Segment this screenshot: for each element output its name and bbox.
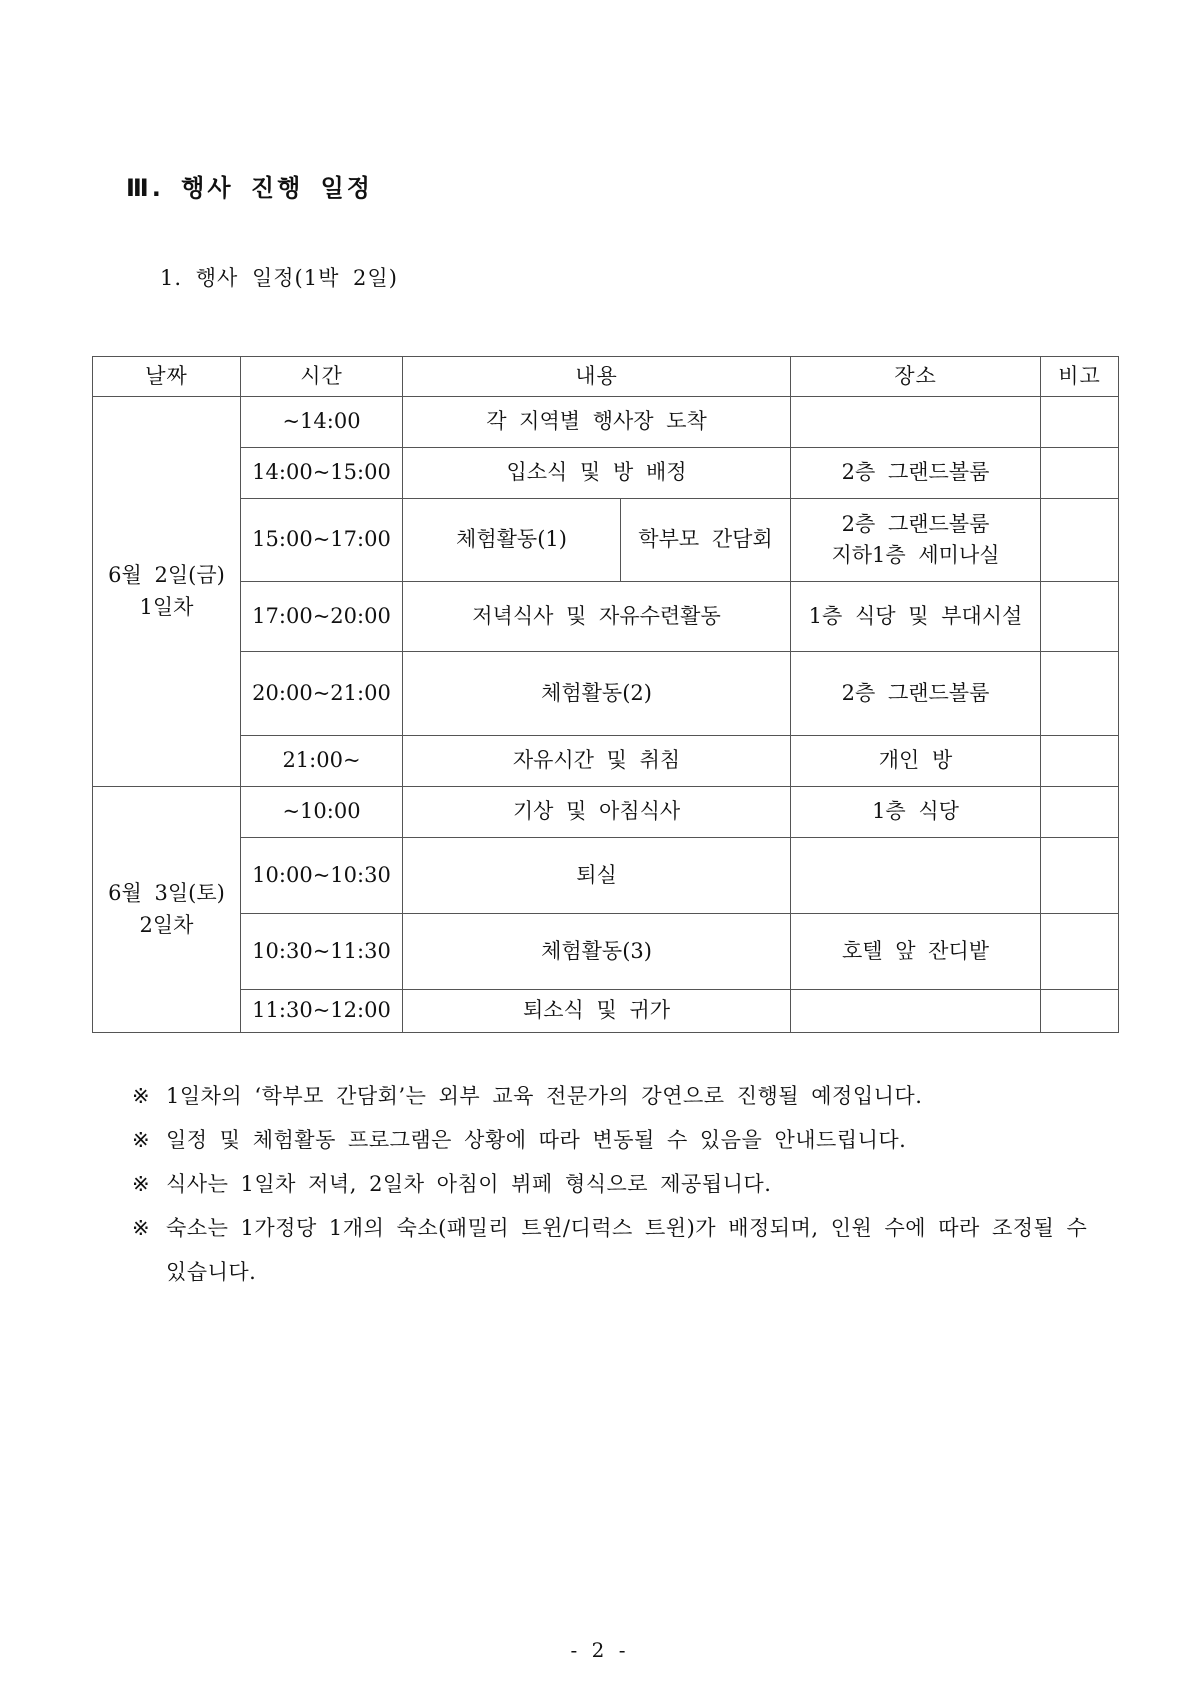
place-cell: 1층 식당	[791, 787, 1041, 838]
day2-label: 2일차	[139, 912, 194, 937]
table-row	[93, 990, 1119, 1033]
time-cell: 10:00~10:30	[241, 838, 403, 914]
content-cell: 퇴소식 및 귀가	[403, 990, 791, 1033]
day1-date-cell	[93, 397, 241, 787]
header-time: 시간	[241, 357, 403, 397]
table-row	[93, 914, 1119, 990]
time-cell: ~14:00	[241, 397, 403, 448]
place-cell: 2층 그랜드볼룸	[791, 652, 1041, 736]
place-cell	[791, 397, 1041, 448]
note-cell	[1041, 582, 1119, 652]
note-item	[132, 1118, 1120, 1162]
content-cell-activity: 체험활동(1)	[403, 499, 621, 582]
schedule-table	[92, 356, 1119, 1033]
content-cell: 각 지역별 행사장 도착	[403, 397, 791, 448]
schedule-subtitle: 1. 행사 일정(1박 2일)	[160, 266, 398, 290]
time-cell: 10:30~11:30	[241, 914, 403, 990]
day2-date: 6월 3일(토)	[108, 881, 225, 905]
note-cell	[1041, 914, 1119, 990]
note-item	[132, 1162, 1120, 1206]
note-item	[132, 1206, 1120, 1294]
note-text: 숙소는 1가정당 1개의 숙소(패밀리 트윈/디럭스 트윈)가 배정되며, 인원 수에 따라 조정될 수 있습니다.	[166, 1216, 1088, 1284]
day1-label: 1일차	[139, 594, 194, 619]
note-cell	[1041, 499, 1119, 582]
note-cell	[1041, 787, 1119, 838]
header-date: 날짜	[93, 357, 241, 397]
note-text: 일정 및 체험활동 프로그램은 상황에 따라 변동될 수 있음을 안내드립니다.	[166, 1128, 907, 1152]
note-cell	[1041, 397, 1119, 448]
time-cell: 20:00~21:00	[241, 652, 403, 736]
place-cell	[791, 990, 1041, 1033]
note-cell	[1041, 448, 1119, 499]
header-content: 내용	[403, 357, 791, 397]
place-line: 2층 그랜드볼룸	[841, 511, 990, 536]
place-cell: 1층 식당 및 부대시설	[791, 582, 1041, 652]
table-row	[93, 652, 1119, 736]
table-row	[93, 838, 1119, 914]
time-cell: 11:30~12:00	[241, 990, 403, 1033]
reference-mark-icon: ※	[132, 1172, 151, 1196]
reference-mark-icon: ※	[132, 1128, 151, 1152]
table-row	[93, 448, 1119, 499]
place-cell	[791, 838, 1041, 914]
reference-mark-icon: ※	[132, 1216, 151, 1240]
note-text: 식사는 1일차 저녁, 2일차 아침이 뷔페 형식으로 제공됩니다.	[166, 1172, 772, 1196]
time-cell: 15:00~17:00	[241, 499, 403, 582]
notes-list	[132, 1074, 1120, 1294]
place-cell	[791, 499, 1041, 582]
time-cell: 17:00~20:00	[241, 582, 403, 652]
place-cell: 호텔 앞 잔디밭	[791, 914, 1041, 990]
header-place: 장소	[791, 357, 1041, 397]
table-row	[93, 582, 1119, 652]
table-row	[93, 397, 1119, 448]
note-cell	[1041, 990, 1119, 1033]
content-cell: 저녁식사 및 자유수련활동	[403, 582, 791, 652]
day2-date-cell	[93, 787, 241, 1033]
day1-date: 6월 2일(금)	[108, 563, 225, 587]
note-cell	[1041, 838, 1119, 914]
table-row	[93, 787, 1119, 838]
reference-mark-icon: ※	[132, 1084, 151, 1108]
time-cell: ~10:00	[241, 787, 403, 838]
table-row	[93, 499, 1119, 582]
time-cell: 21:00~	[241, 736, 403, 787]
content-cell: 입소식 및 방 배정	[403, 448, 791, 499]
note-text: 1일차의 ‘학부모 간담회’는 외부 교육 전문가의 강연으로 진행될 예정입니다.	[166, 1084, 923, 1108]
note-cell	[1041, 652, 1119, 736]
time-cell: 14:00~15:00	[241, 448, 403, 499]
table-row	[93, 736, 1119, 787]
note-item	[132, 1074, 1120, 1118]
place-cell: 개인 방	[791, 736, 1041, 787]
place-cell: 2층 그랜드볼룸	[791, 448, 1041, 499]
place-line: 지하1층 세미나실	[831, 543, 1000, 567]
content-cell: 체험활동(3)	[403, 914, 791, 990]
section-title: Ⅲ. 행사 진행 일정	[126, 174, 373, 202]
content-cell: 퇴실	[403, 838, 791, 914]
content-cell: 체험활동(2)	[403, 652, 791, 736]
content-cell: 자유시간 및 취침	[403, 736, 791, 787]
table-header-row	[93, 357, 1119, 397]
page-number: - 2 -	[570, 1638, 630, 1662]
content-cell-parent-meeting: 학부모 간담회	[621, 499, 791, 582]
content-cell: 기상 및 아침식사	[403, 787, 791, 838]
header-note: 비고	[1041, 357, 1119, 397]
note-cell	[1041, 736, 1119, 787]
